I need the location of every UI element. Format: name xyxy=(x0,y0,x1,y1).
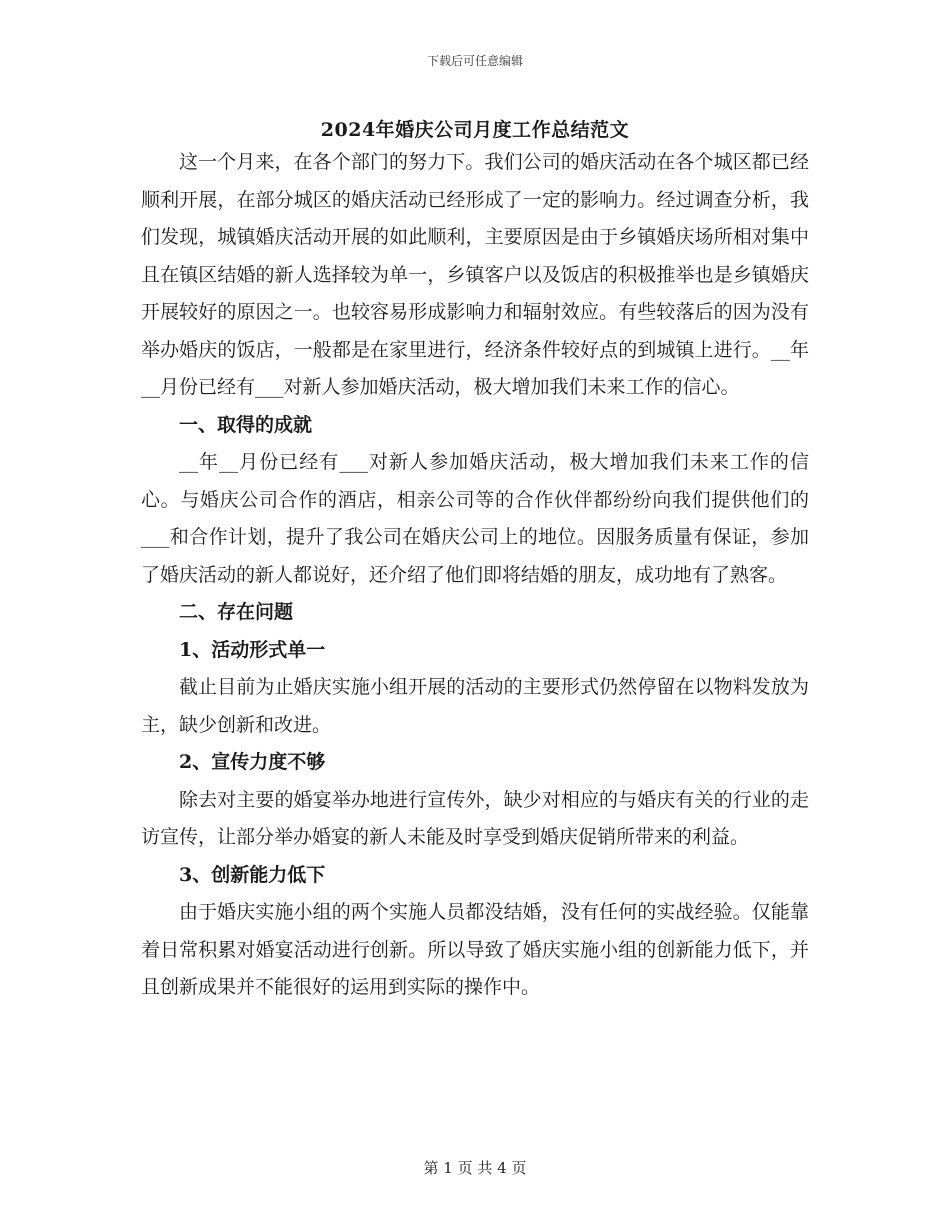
document-body xyxy=(141,144,809,1007)
page-number: 第 1 页 共 4 页 xyxy=(423,1159,527,1177)
problem-1-heading: 1、活动形式单一 xyxy=(179,638,326,661)
intro-paragraph: 这一个月来，在各个部门的努力下。我们公司的婚庆活动在各个城区都已经顺利开展，在部分城区的婚庆活动已经形成了一定的影响力。经过调查分析，我们发现，城镇婚庆活动开展的如此顺利，主要原因是由于乡镇婚庆场所相对集中且在镇区结婚的新人选择较为单一，乡镇客户以及饭店的积极推举也是乡镇婚庆开展较好的原因之一。也较容易形成影响力和辐射效应。有些较落后的因为没有举办婚庆的饭店，一般都是在家里进行，经济条件较好点的到城镇上进行。__年__月份已经有___对新人参加婚庆活动，极大增加我们未来工作的信心。 xyxy=(141,151,809,398)
section-achievements-body: __年__月份已经有___对新人参加婚庆活动，极大增加我们未来工作的信心。与婚庆公司合作的酒店，相亲公司等的合作伙伴都纷纷向我们提供他们的___和合作计划，提升了我公司在婚庆公司上的地位。因服务质量有保证，参加了婚庆活动的新人都说好，还介绍了他们即将结婚的朋友，成功地有了熟客。 xyxy=(141,451,809,586)
problem-2-heading: 2、宣传力度不够 xyxy=(179,751,326,773)
problem-2-body: 除去对主要的婚宴举办地进行宣传外，缺少对相应的与婚庆有关的行业的走访宣传，让部分举办婚宴的新人未能及时享受到婚庆促销所带来的利益。 xyxy=(141,788,809,848)
problem-1-body: 截止目前为止婚庆实施小组开展的活动的主要形式仍然停留在以物料发放为主，缺少创新和改进。 xyxy=(141,676,809,736)
document-title: 2024年婚庆公司月度工作总结范文 xyxy=(320,119,630,141)
problem-3-heading: 3、创新能力低下 xyxy=(179,863,326,886)
section-achievements-heading: 一、取得的成就 xyxy=(179,413,313,436)
problem-3-body: 由于婚庆实施小组的两个实施人员都没结婚，没有任何的实战经验。仅能靠着日常积累对婚宴活动进行创新。所以导致了婚庆实施小组的创新能力低下，并且创新成果并不能很好的运用到实际的操作中。 xyxy=(141,901,809,998)
page-header-note: 下载后可任意编辑 xyxy=(426,54,523,68)
section-problems-heading: 二、存在问题 xyxy=(179,601,294,623)
